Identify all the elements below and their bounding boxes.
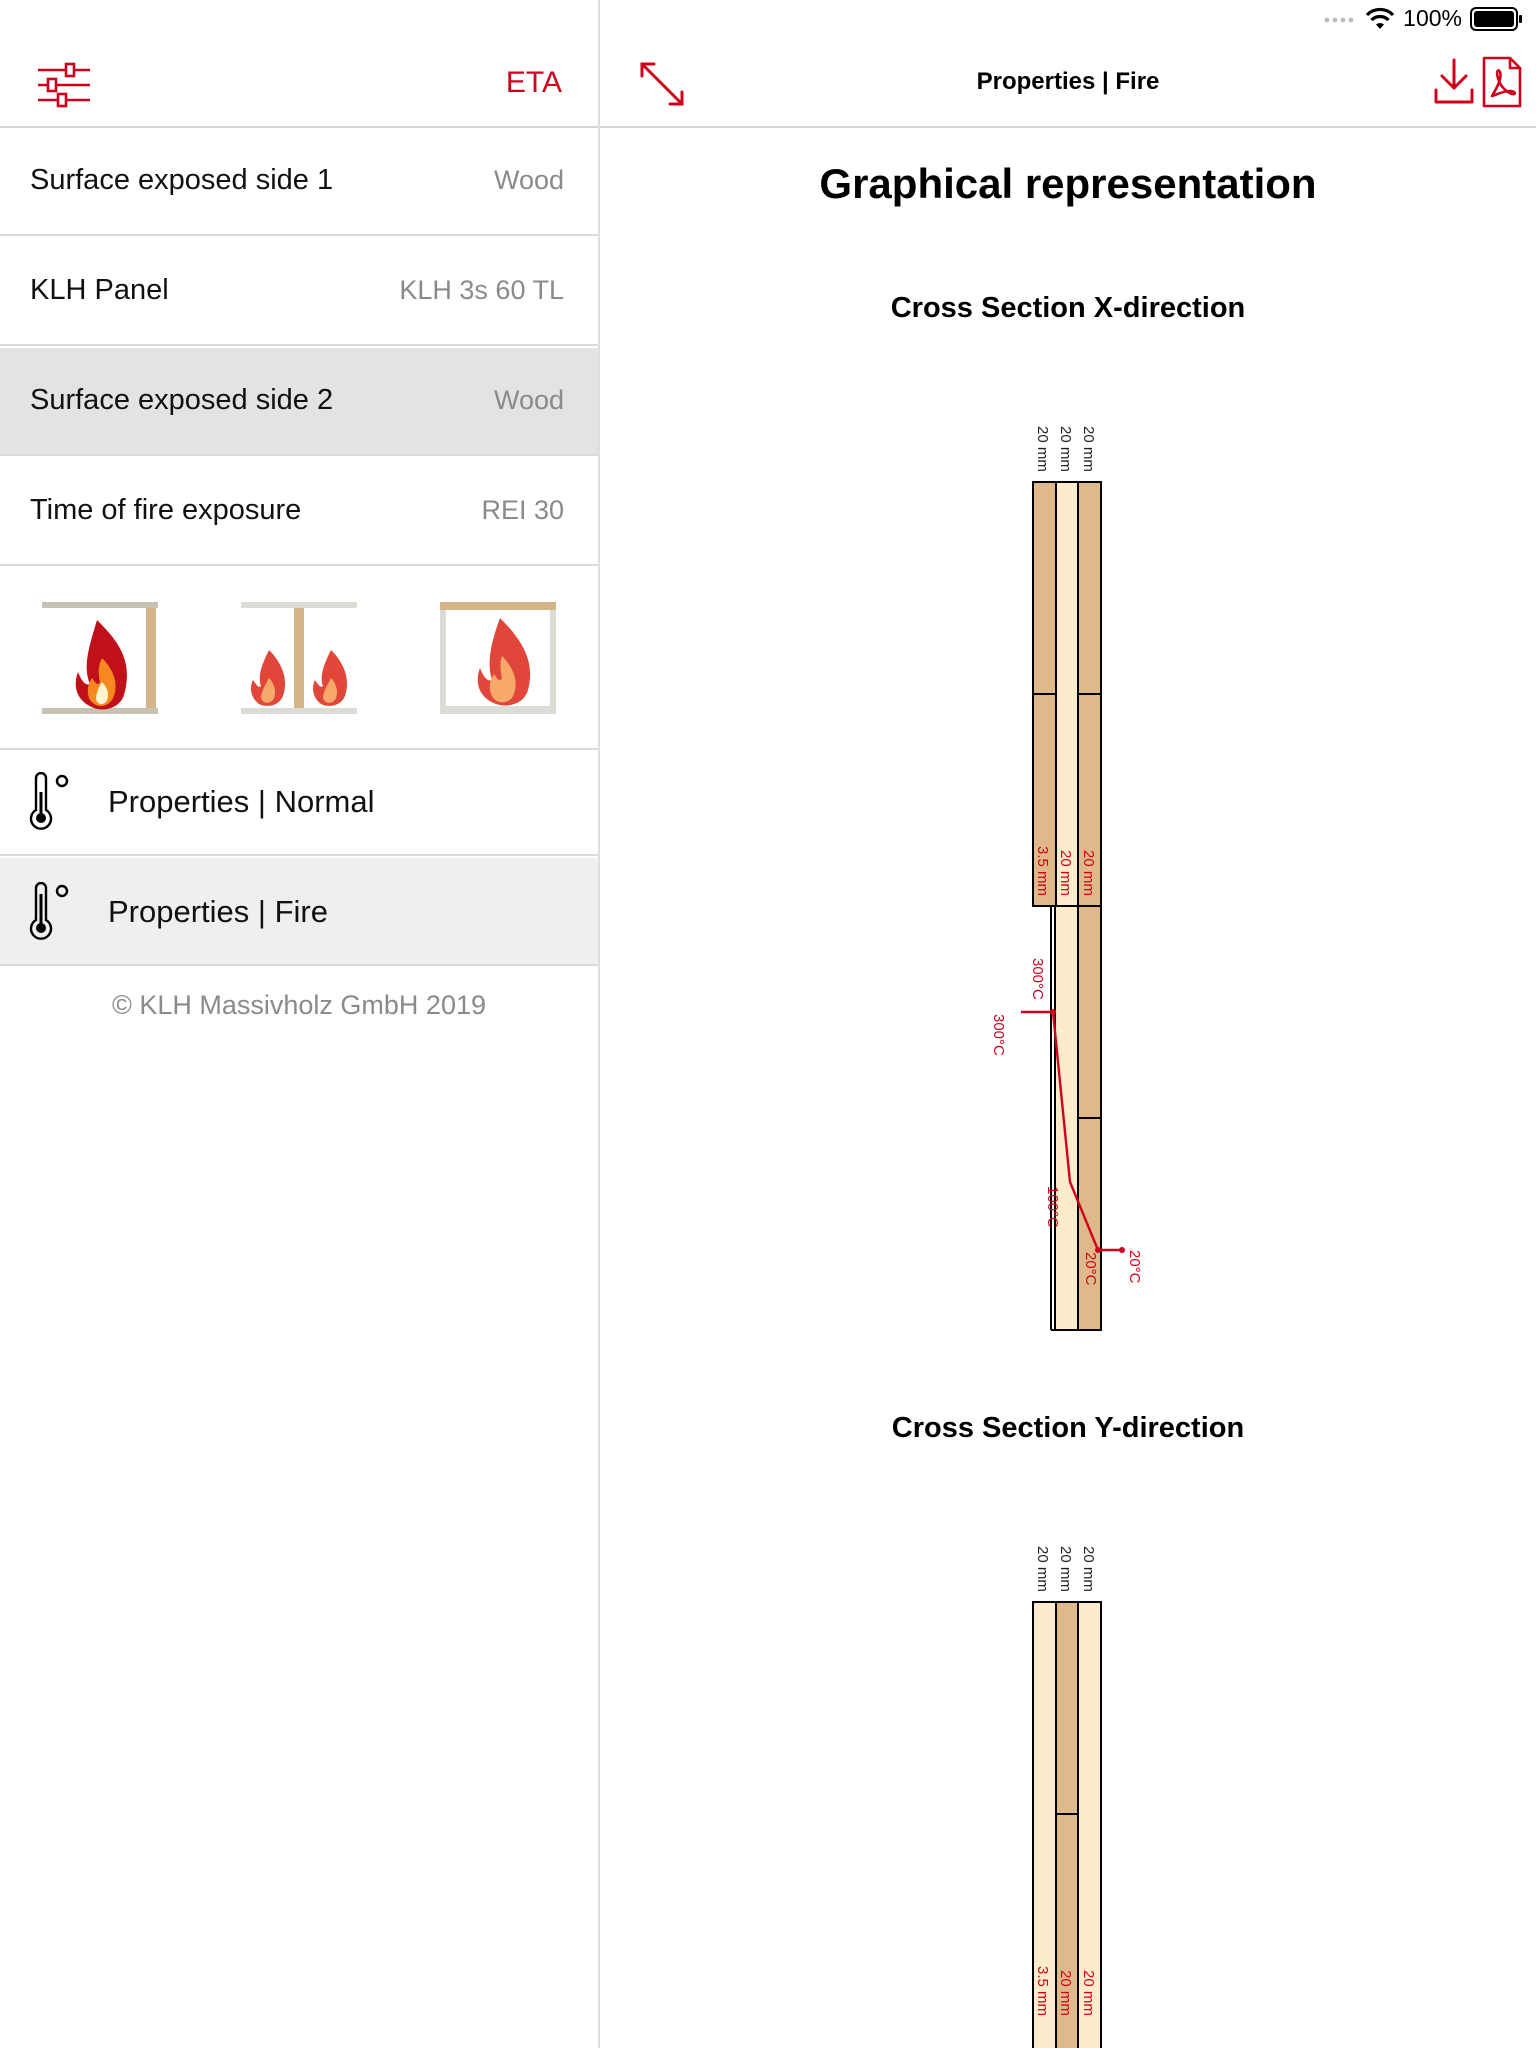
page-heading: Graphical representation <box>819 160 1317 207</box>
layer-center <box>1056 482 1078 906</box>
filter-sliders-icon[interactable] <box>36 60 92 110</box>
layer-right-low2 <box>1078 1118 1101 1330</box>
layer-right-low1 <box>1078 906 1101 1118</box>
fire-one-side-icon[interactable] <box>42 600 158 716</box>
section-x-title: Cross Section X-direction <box>890 292 1246 324</box>
temp-label-300-a: 300°C <box>1029 958 1046 1000</box>
layer-label-1: 20 mm <box>1034 1546 1051 1592</box>
row-value: Wood <box>493 385 564 415</box>
copyright-text: © KLH Massivholz GmbH 2019 <box>111 990 487 1020</box>
char-label-1: 3.5 mm <box>1034 846 1051 897</box>
char-label-1: 3.5 mm <box>1034 1966 1051 2017</box>
layer-center-low <box>1055 906 1078 1330</box>
sidebar-header <box>0 40 598 128</box>
temp-label-100: 100°C <box>1044 1186 1061 1228</box>
temp-label-20-a: 20°C <box>1082 1252 1099 1286</box>
battery-percent: 100% <box>1403 5 1462 31</box>
row-label: Properties | Normal <box>108 784 375 819</box>
row-properties-fire[interactable] <box>0 858 598 966</box>
row-label: Time of fire exposure <box>30 494 302 526</box>
fire-config-thumbnails <box>0 570 598 750</box>
char-label-2: 20 mm <box>1057 1970 1074 2016</box>
layer-label-2: 20 mm <box>1057 426 1074 472</box>
temp-label-300-b: 300°C <box>990 1014 1007 1056</box>
eta-button[interactable]: ETA <box>505 66 562 99</box>
thermometer-icon <box>28 772 72 830</box>
char-label-3: 20 mm <box>1080 850 1097 896</box>
layer-label-2: 20 mm <box>1057 1546 1074 1592</box>
row-klh-panel[interactable] <box>0 238 598 346</box>
layer-label-1: 20 mm <box>1034 426 1051 472</box>
row-properties-normal[interactable] <box>0 748 598 856</box>
thermometer-icon <box>28 882 72 940</box>
layer-label-3: 20 mm <box>1080 1546 1097 1592</box>
row-label: Surface exposed side 2 <box>30 384 334 416</box>
temp-label-20-b: 20°C <box>1126 1250 1143 1284</box>
pdf-icon[interactable] <box>1480 56 1524 108</box>
row-value: KLH 3s 60 TL <box>399 275 564 305</box>
row-label: KLH Panel <box>30 274 169 306</box>
layer-label-3: 20 mm <box>1080 426 1097 472</box>
sidebar <box>0 0 600 2048</box>
nav-title: Properties | Fire <box>976 68 1160 95</box>
layer-center-top <box>1056 1602 1078 1814</box>
layer-right-top <box>1078 482 1101 694</box>
row-value: Wood <box>493 165 564 195</box>
row-label: Surface exposed side 1 <box>30 164 334 196</box>
fire-enclosed-icon[interactable] <box>440 600 556 716</box>
row-fire-exposure-time[interactable] <box>0 458 598 566</box>
char-label-3: 20 mm <box>1080 1970 1097 2016</box>
fire-both-sides-icon[interactable] <box>241 600 357 716</box>
row-label: Properties | Fire <box>108 894 328 929</box>
char-label-2: 20 mm <box>1057 850 1074 896</box>
main-panel <box>600 0 1536 2048</box>
row-value: REI 30 <box>481 495 564 525</box>
download-icon[interactable] <box>1432 56 1476 108</box>
row-surface-side-2[interactable] <box>0 348 598 456</box>
row-surface-side-1[interactable] <box>0 128 598 236</box>
cross-section-y-diagram <box>600 1530 1536 2048</box>
layer-left-top <box>1033 482 1056 694</box>
section-y-title: Cross Section Y-direction <box>891 1412 1245 1444</box>
cross-section-x-diagram <box>600 410 1536 1340</box>
main-header <box>600 40 1536 128</box>
